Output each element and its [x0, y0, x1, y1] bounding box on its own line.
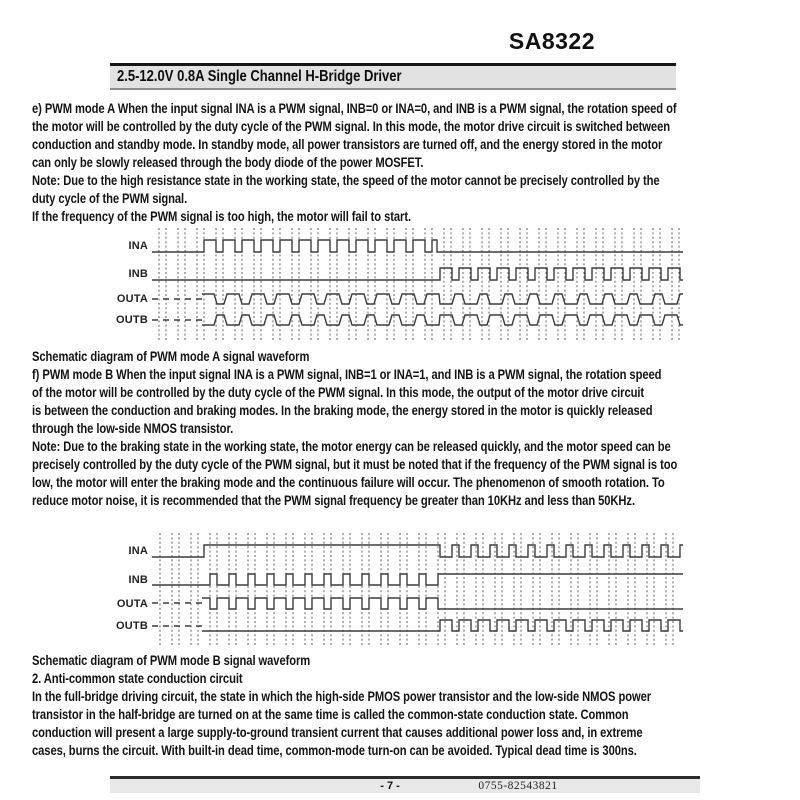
- signal-label-ina: INA: [128, 240, 148, 252]
- waveform-plot: [152, 228, 683, 342]
- signal-label-outb: OUTB: [116, 619, 148, 632]
- text-line: In the full-bridge driving circuit, the state in which the high-side PMOS power transistor and the low-side NMOS power: [32, 688, 652, 704]
- page-number: - 7 -: [380, 780, 400, 792]
- text-line: through the low-side NMOS transistor.: [32, 420, 234, 436]
- paragraph-anti-common: [32, 687, 798, 759]
- caption-mode-b: Schematic diagram of PWM mode B signal waveform: [32, 652, 311, 668]
- signal-label-inb: INB: [128, 268, 148, 280]
- waveform-plot: [152, 533, 683, 647]
- text-line: cases, burns the circuit. With built-in dead time, common-mode turn-on can be avoided. Typical dead time is 300ns.: [32, 742, 637, 758]
- text-line: reduce motor noise, it is recommended that the PWM signal frequency be greater than 10KHz and less than 50KHz.: [32, 492, 635, 508]
- signal-label-outa: OUTA: [116, 293, 148, 305]
- note-mode-a: [32, 171, 798, 207]
- text-line: conduction will present a large supply-to-ground transient current that causes additional power loss and, in extreme: [32, 724, 643, 740]
- text-line: the motor will be controlled by the duty cycle of the PWM signal. In this mode, the motor drive circuit is switched between: [32, 118, 670, 134]
- signal-label-inb: INB: [128, 573, 148, 586]
- text-column-middle: [32, 347, 798, 509]
- footer-phone: 0755-82543821: [478, 780, 558, 792]
- text-line: duty cycle of the PWM signal.: [32, 190, 188, 206]
- text-line: Note: Due to the braking state in the working state, the motor energy can be released quickly, and the motor speed can be: [32, 438, 671, 454]
- title-bar: [110, 66, 676, 90]
- caption-mode-a: Schematic diagram of PWM mode A signal waveform: [32, 348, 310, 364]
- waveform-diagram-mode-b: [108, 533, 688, 647]
- text-line: f) PWM mode B When the input signal INA is a PWM signal, INB=1 or INA=1, and INB is a PWM signal, the rotation speed: [32, 366, 662, 382]
- waveform-diagram-mode-a: [108, 228, 688, 342]
- paragraph-pwm-mode-a: [32, 99, 798, 171]
- heading-anti-common: 2. Anti-common state conduction circuit: [32, 670, 243, 686]
- page-title: 2.5-12.0V 0.8A Single Channel H-Bridge Driver: [117, 68, 402, 85]
- text-line: precisely controlled by the duty cycle of the PWM signal, but it must be noted that if the frequency of the PWM signal is too: [32, 456, 678, 472]
- text-line: can only be slowly released through the body diode of the power MOSFET.: [32, 154, 424, 170]
- paragraph-pwm-mode-b: [32, 365, 798, 437]
- note-mode-b: [32, 437, 798, 509]
- text-line: transistor in the half-bridge are turned on at the same time is called the common-state conduction state. Common: [32, 706, 629, 722]
- part-number: SA8322: [508, 28, 595, 54]
- signal-label-outb: OUTB: [116, 314, 148, 326]
- signal-label-ina: INA: [128, 545, 148, 557]
- text-line: Note: Due to the high resistance state in the working state, the speed of the motor cannot be precisely controlled by the: [32, 172, 660, 188]
- text-column-bottom: [32, 651, 798, 759]
- signal-label-outa: OUTA: [116, 597, 148, 610]
- footer-bar: [110, 779, 700, 793]
- text-line: e) PWM mode A When the input signal INA is a PWM signal, INB=0 or INA=0, and INB is a PWM signal, the rotation speed of: [32, 100, 677, 116]
- text-line: is between the conduction and braking modes. In the braking mode, the energy stored in the motor is quickly released: [32, 402, 653, 418]
- text-line: conduction and standby mode. In standby mode, all power transistors are turned off, and the energy stored in the motor: [32, 136, 663, 152]
- note-frequency: [32, 207, 798, 225]
- text-line: of the motor will be controlled by the duty cycle of the PWM signal. In this mode, the output of the motor drive circuit: [32, 384, 645, 400]
- text-line: low, the motor will enter the braking mode and the continuous failure will occur. The phenomenon of smooth rotation. To: [32, 474, 665, 490]
- text-column-top: [32, 99, 798, 225]
- text-line: If the frequency of the PWM signal is too high, the motor will fail to start.: [32, 208, 412, 224]
